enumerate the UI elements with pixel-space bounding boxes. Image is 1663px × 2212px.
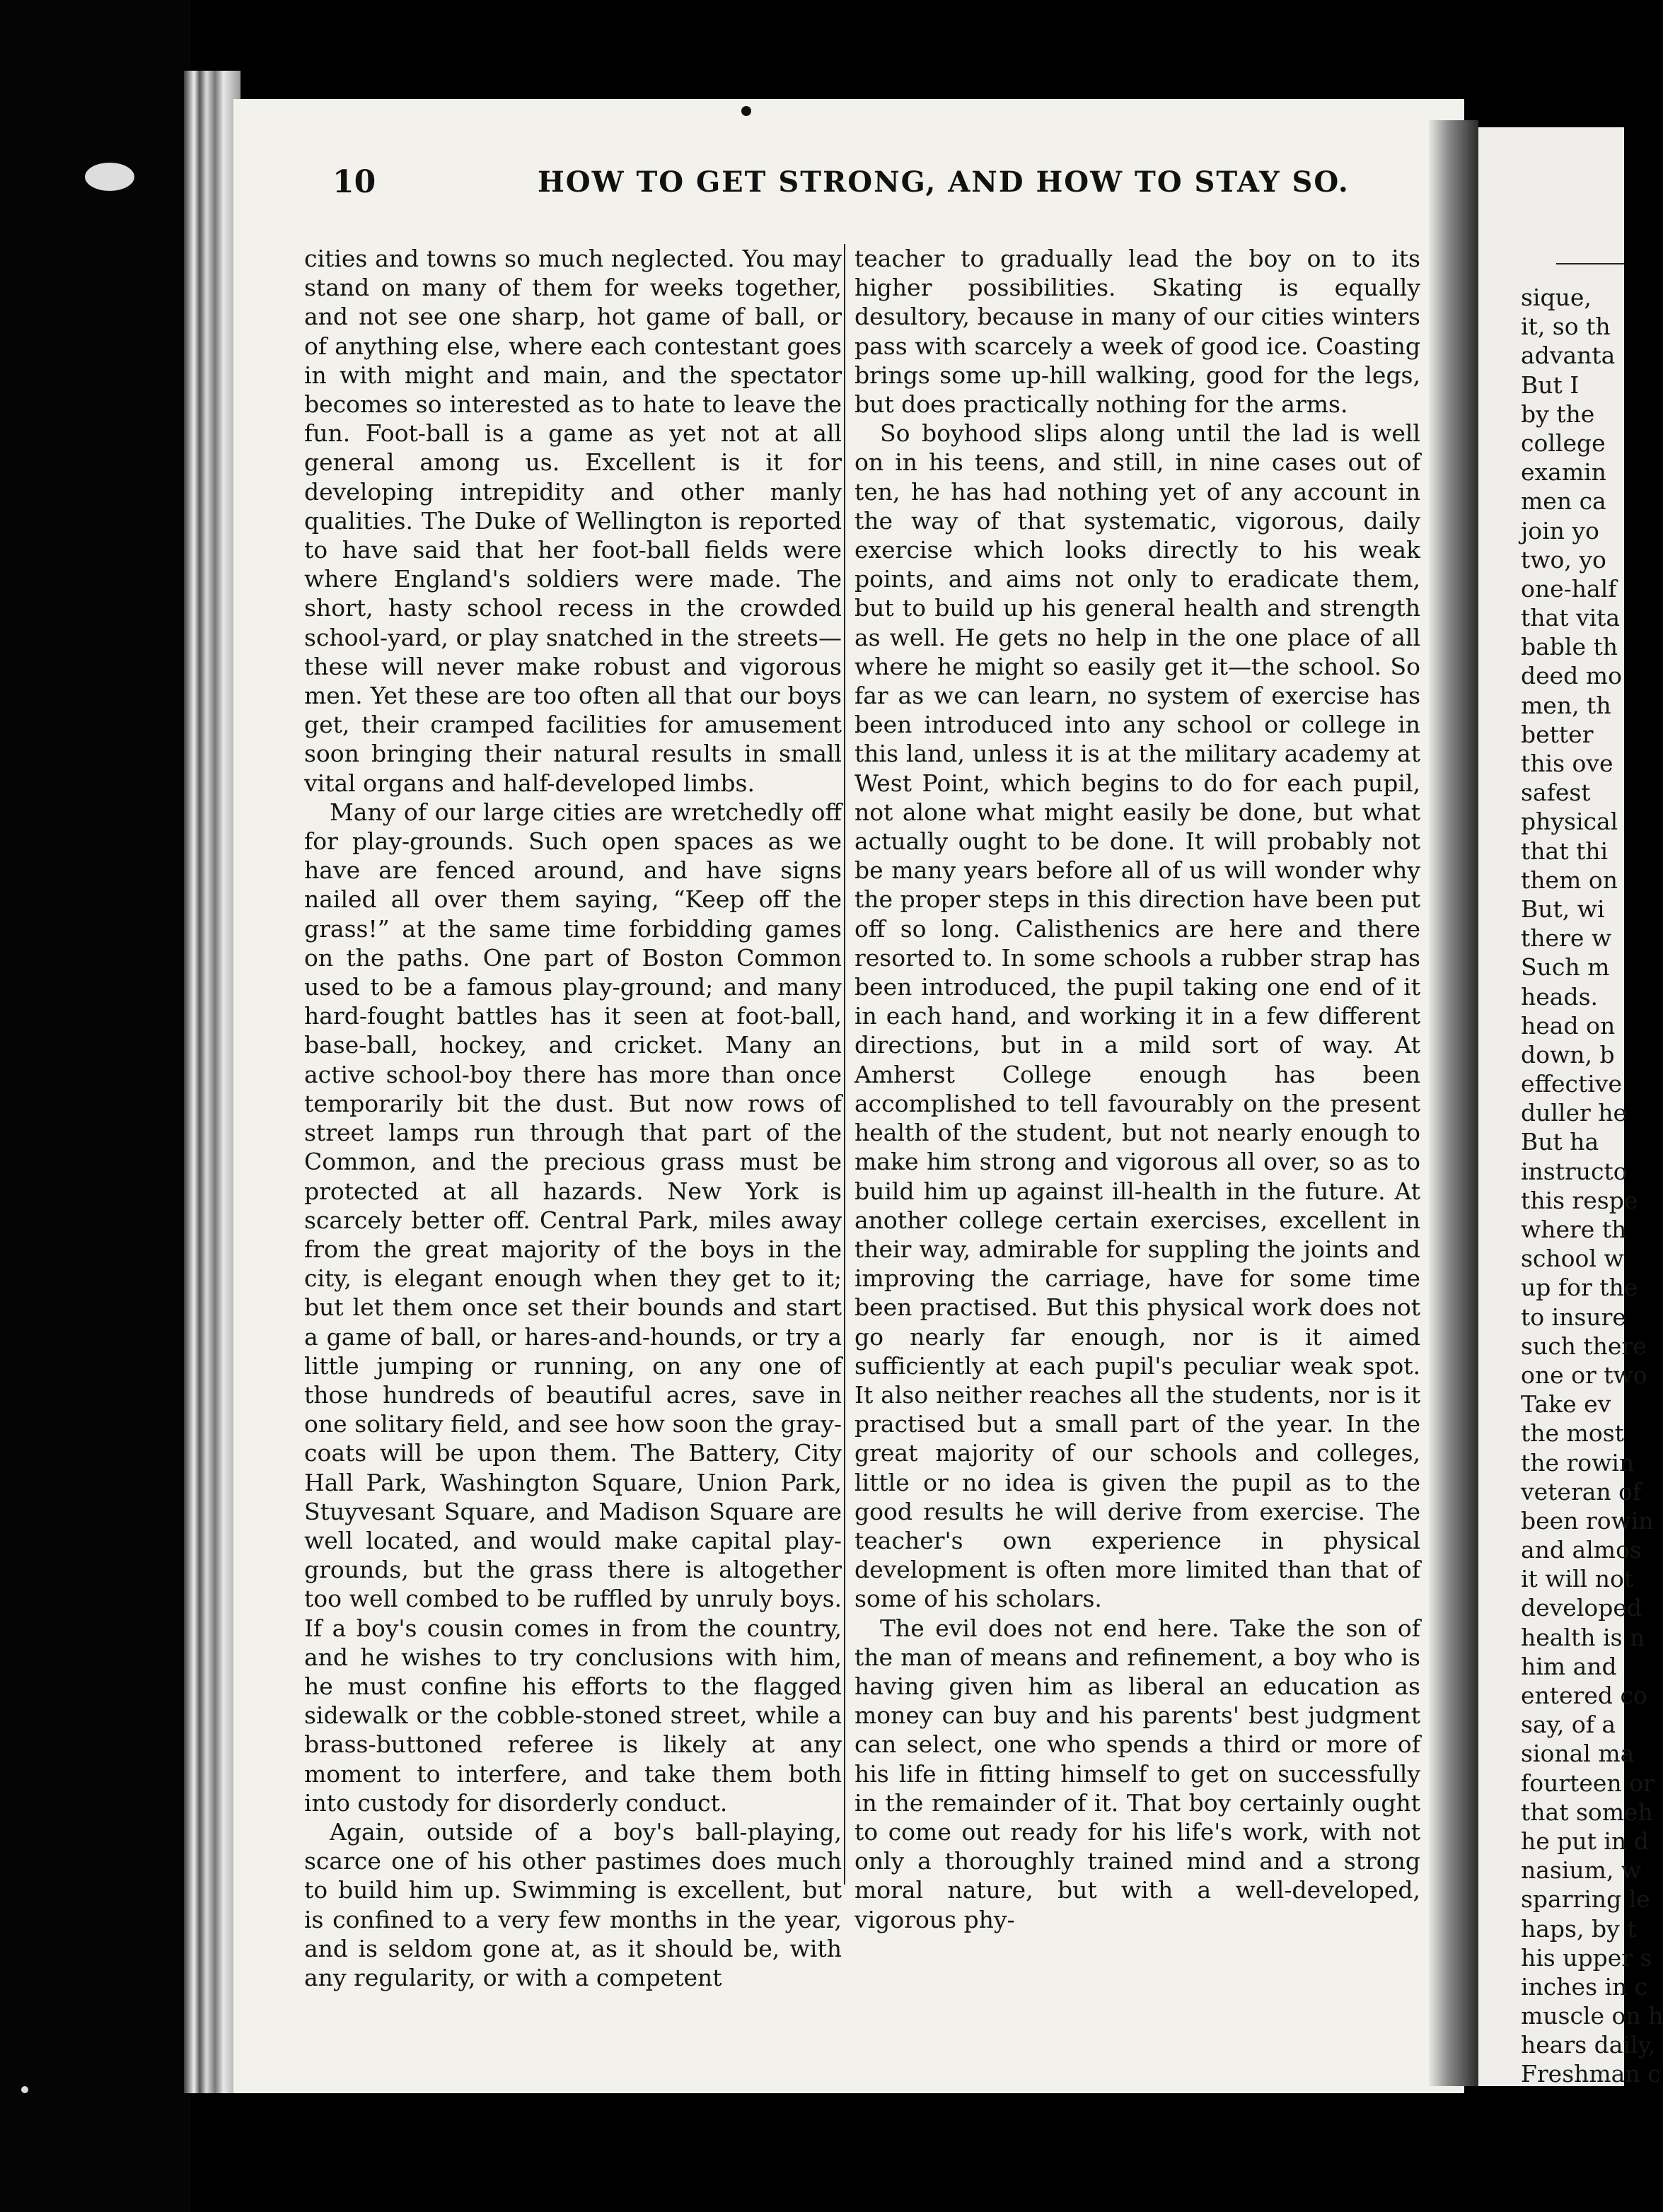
facing-page-line: examin (1521, 458, 1606, 487)
facing-page-line: to insure (1521, 1303, 1626, 1331)
facing-page-line: up for the (1521, 1274, 1638, 1302)
facing-page-line: school w (1521, 1245, 1624, 1273)
facing-page-line: he put in d (1521, 1827, 1649, 1855)
facing-page-line: sparring le (1521, 1885, 1650, 1914)
facing-page-line: that thi (1521, 837, 1609, 865)
facing-page-line: instructo (1521, 1157, 1628, 1185)
facing-page-line: physical (1521, 808, 1618, 836)
facing-page-line: heads. (1521, 982, 1599, 1011)
facing-page-line: inches in c (1521, 1972, 1648, 2001)
facing-page-line: veteran of (1521, 1477, 1642, 1506)
facing-page-line: safest (1521, 779, 1591, 807)
book-spine (184, 71, 241, 2093)
facing-page-line: the most (1521, 1419, 1624, 1448)
facing-page-line: it, so th (1521, 313, 1611, 341)
facing-page-line: down, b (1521, 1040, 1615, 1069)
facing-page-line: Take ev (1521, 1390, 1611, 1419)
facing-page-line: join yo (1521, 516, 1599, 545)
facing-page-line: nasium, w (1521, 1856, 1642, 1885)
facing-page-line: head on (1521, 1011, 1616, 1040)
facing-page-line: bable th (1521, 633, 1618, 661)
facing-page-line: one-half (1521, 574, 1617, 603)
facing-page-line: and almos (1521, 1536, 1642, 1564)
facing-page-line: that someh (1521, 1798, 1653, 1826)
facing-page-line: sional ma (1521, 1740, 1635, 1768)
facing-page-rule (1556, 263, 1624, 264)
scan-speck (85, 163, 134, 191)
facing-page-line: But ha (1521, 1128, 1599, 1156)
facing-page-text (1521, 283, 1663, 2089)
page-gutter-shadow (1429, 120, 1478, 2086)
paragraph: The evil does not end here. Take the son of the man of means and refinement, a boy who is having given him as liberal an education as money can buy and his parents' best judgment can select, one who spends a third or more of his life in fitting himself to get on successfully in the remainder of it. That boy certainly ought to come out ready for his life's work, with not only a thoroughly trained mind and a strong moral nature, but with a well-developed, vigorous phy- (854, 1614, 1420, 1933)
facing-page-line: two, yo (1521, 545, 1606, 574)
left-text-column (304, 244, 842, 1992)
facing-page-line: better (1521, 720, 1594, 748)
ink-dot (741, 106, 751, 116)
facing-page-line: developed (1521, 1594, 1642, 1622)
facing-page-line: one or two (1521, 1361, 1647, 1389)
facing-page-line: Freshman c (1521, 2060, 1661, 2088)
facing-page-line: him and (1521, 1652, 1617, 1680)
facing-page-line: such there (1521, 1332, 1647, 1360)
facing-page-line: haps, by t (1521, 1914, 1637, 1943)
facing-page-line: been rowin (1521, 1506, 1654, 1535)
facing-page-line: where th (1521, 1216, 1627, 1243)
facing-page-line: that vita (1521, 604, 1621, 632)
facing-page-line: deed mo (1521, 662, 1622, 690)
paragraph: Again, outside of a boy's ball-playing, scarce one of his other pastimes does much to build him up. Swimming is excellent, but is confined to a very few months in the year, and is seldom gone at, as it should be, with any regularity, or with a competent (304, 1817, 842, 1991)
right-text-column (854, 244, 1420, 1934)
paragraph: cities and towns so much neglected. You may stand on many of them for weeks together, and not see one sharp, hot game of ball, or of anything else, where each contestant goes in with might and main, and the spectator becomes so interested as to hate to leave the fun. Foot-ball is a game as yet not at all general among us. Excellent is it for developing intrepidity and other manly qualities. The Duke of Wellington is reported to have said that her foot-ball fields were where England's soldiers were made. The short, hasty school recess in the crowded school-yard, or play snatched in the streets—these will never make robust and vigorous men. Yet these are too often all that our boys get, their cramped facilities for amusement soon bringing their natural results in small vital organs and half-developed limbs. (304, 245, 842, 797)
facing-page-line: entered co (1521, 1682, 1647, 1709)
facing-page-line: But, wi (1521, 895, 1605, 923)
facing-page-line: it will not (1521, 1565, 1634, 1593)
facing-page-line: his upper s (1521, 1943, 1652, 1972)
facing-page-line: this respe (1521, 1186, 1638, 1214)
column-divider (844, 244, 845, 1885)
facing-page-line: by the (1521, 400, 1595, 428)
scan-speck (21, 2086, 28, 2093)
running-title: HOW TO GET STRONG, AND HOW TO STAY SO. (538, 165, 1350, 199)
facing-page-line: sique, (1521, 284, 1592, 311)
facing-page-line: college (1521, 429, 1606, 457)
page-number: 10 (332, 164, 376, 200)
facing-page-line: fourteen or (1521, 1769, 1655, 1797)
page-header (332, 164, 1350, 214)
facing-page-line: muscle on h (1521, 2002, 1663, 2030)
facing-page-line: effective (1521, 1070, 1622, 1098)
facing-page-line: duller he (1521, 1099, 1628, 1127)
facing-page-line: men, th (1521, 691, 1611, 719)
facing-page-line: them on (1521, 866, 1618, 894)
facing-page-line: health is n (1521, 1623, 1645, 1651)
facing-page-line: men ca (1521, 487, 1606, 516)
facing-page-line: there w (1521, 924, 1612, 953)
facing-page-line: the rowin (1521, 1448, 1635, 1477)
facing-page-line: Such m (1521, 953, 1610, 982)
paragraph: teacher to gradually lead the boy on to its higher possibilities. Skating is equally desultory, because in many of our cities winters pass with scarcely a week of good ice. Coasting brings some up-hill walking, good for the legs, but does practically nothing for the arms. (854, 245, 1420, 419)
paragraph: So boyhood slips along until the lad is well on in his teens, and still, in nine cases out of ten, he has had nothing yet of any account in the way of that systematic, vigorous, daily exercise which looks directly to his weak points, and aims not only to eradicate them, but to build up his general health and strength as well. He gets no help in the one place of all where he might so easily get it—the school. So far as we can learn, no system of exercise has been introduced into any school or college in this land, unless it is at the military academy at West Point, which begins to do for each pupil, not alone what might easily be done, but what actually ought to be done. It will probably not be many years before all of us will wonder why the proper steps in this direction have been put off so long. Calisthenics are here and there resorted to. In some schools a rubber strap has been introduced, the pupil taking one end of it in each hand, and working it in a few different directions, but in a mild sort of way. At Amherst College enough has been accomplished to tell favourably on the present health of the student, but not nearly enough to make him strong and vigorous all over, so as to build him up against ill-health in the future. At another college certain exercises, excellent in their way, admirable for suppling the joints and improving the carriage, have for some time been practised. But this physical work does not go nearly far enough, nor is it aimed sufficiently at each pupil's peculiar weak spot. It also neither reaches all the students, nor is it practised but a small part of the year. In the great majority of our schools and colleges, little or no idea is given the pupil as to the good results he will derive from exercise. The teacher's own experience in physical development is often more limited than that of some of his scholars. (854, 419, 1420, 1613)
facing-page-line: hears daily, (1521, 2031, 1656, 2059)
facing-page-line: this ove (1521, 750, 1613, 777)
scan-background-left (0, 0, 191, 2212)
facing-page-line: But I (1521, 371, 1580, 399)
facing-page-line: advanta (1521, 342, 1616, 370)
paragraph: Many of our large cities are wretchedly off for play-grounds. Such open spaces as we have are fenced around, and have signs nailed all over them saying, “Keep off the grass!” at the same time forbidding games on the paths. One part of Boston Common used to be a famous play-ground; and many hard-fought battles has it seen at foot-ball, base-ball, hockey, and cricket. Many an active school-boy there has more than once temporarily bit the dust. But now rows of street lamps run through that part of the Common, and the precious grass must be protected at all hazards. New York is scarcely better off. Central Park, miles away from the great majority of the boys in the city, is elegant enough when they get to it; but let them once set their bounds and start a game of ball, or hares-and-hounds, or try a little jumping or running, on any one of those hundreds of beautiful acres, save in one solitary field, and see how soon the gray-coats will be upon them. The Battery, City Hall Park, Washington Square, Union Park, Stuyvesant Square, and Madison Square are well located, and would make capital play-grounds, but the grass there is altogether too well combed to be ruffled by unruly boys. If a boy's cousin comes in from the country, and he wishes to try conclusions with him, he must confine his efforts to the flagged sidewalk or the cobble-stoned street, while a brass-buttoned referee is likely at any moment to interfere, and take them both into custody for disorderly conduct. (304, 798, 842, 1817)
facing-page-line: say, of a (1521, 1711, 1616, 1739)
